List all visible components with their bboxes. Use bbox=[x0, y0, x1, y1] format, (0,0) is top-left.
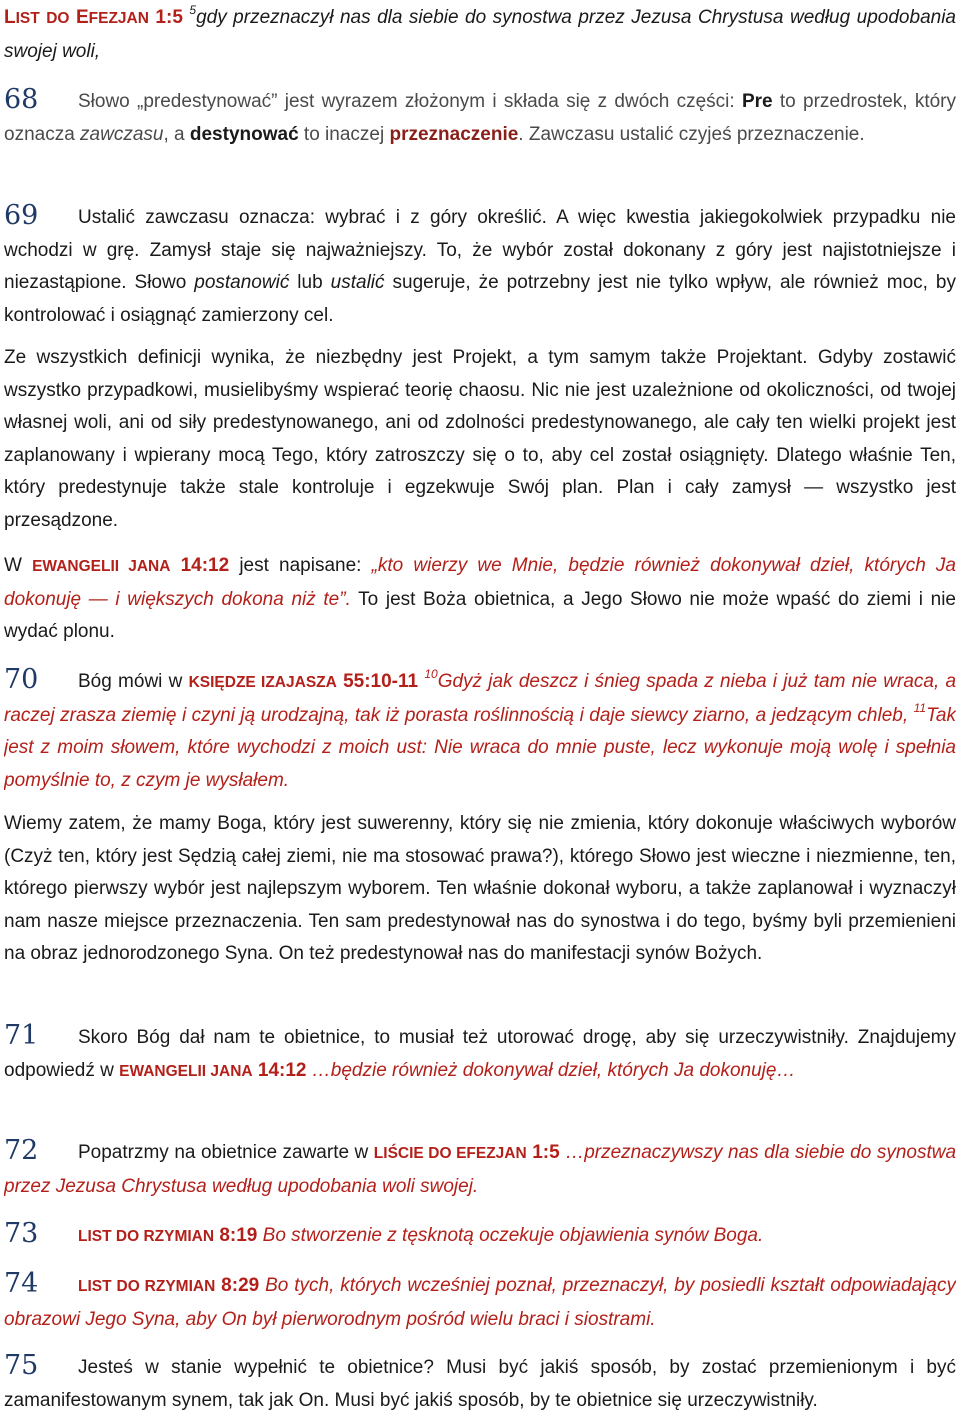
scripture-ref: EWANGELII JANA 14:12 bbox=[32, 555, 230, 576]
paragraph-70: 70 Bóg mówi w KSIĘDZE IZAJASZA 55:10-11 $^{10}$Gdyż jak deszcz i śnieg spada z nieba i już tam nie wraca, a raczej zrasza ziemię i czyni ją urodzajną, tak iż porasta roślinnością i daje siewcy ziarno, a jedzącym chleb, $^{11}$Tak jest z moim słowem, które wychodzi z moich ust: Nie wraca do mnie puste, lecz wykonuje moją wolę i spełnia pomyślnie to, z czym je wysłałem. bbox=[4, 664, 956, 791]
paragraph-number: 73 bbox=[4, 1218, 39, 1249]
scripture-ref: EWANGELII JANA 14:12 bbox=[119, 1059, 307, 1081]
scripture-ref: LIST DO RZYMIAN 8:19 bbox=[78, 1225, 258, 1246]
paragraph-72: 72 Popatrzmy na obietnice zawarte w LIŚCIE DO EFEZJAN 1:5 …przeznaczywszy nas dla siebie do synostwa przez Jezusa Chrystusa według upodobania woli swojej. bbox=[4, 1135, 956, 1197]
paragraph-number: 75 bbox=[4, 1350, 39, 1381]
paragraph-68: 68 Słowo „predestynować” jest wyrazem złożonym i składa się z dwóch części: Pre to przedrostek, który oznacza zawczasu, a destynować to inaczej przeznaczenie. Zawczasu ustalić czyjeś przeznaczenie. bbox=[4, 84, 956, 145]
paragraph-number: 68 bbox=[4, 84, 39, 115]
paragraph-74: 74 LIST DO RZYMIAN 8:29 Bo tych, których wcześniej poznał, przeznaczył, by posiedli kształt odpowiadający obrazowi Jego Syna, aby On był pierworodnym pośród wielu braci i siostrami. bbox=[4, 1268, 956, 1330]
paragraph-sovereignty: Wiemy zatem, że mamy Boga, który jest suwerenny, który się nie zmienia, który dokonuje właściwych wyborów (Czyż ten, który jest Sędzią całej ziemi, nie ma stosować prawa?), którego Słowo jest wieczne i niezmienne, ten, którego pierwszy wybór jest najlepszym wyborem. Ten właśnie dokonał wyboru, a także zaplanował i wyznaczył nam nasze miejsce przeznaczenia. Ten sam predestynował nas do synostwa i do tego, byśmy byli przemienieni na obraz jednorodzonego Syna. On też predestynował nas do manifestacji synów Bożych. bbox=[4, 813, 956, 964]
paragraph-71: 71 Skoro Bóg dał nam te obietnice, to musiał też utorować drogę, aby się urzeczywistniły. Znajdujemy odpowiedź w EWANGELII JANA 14:12 …będzie również dokonywał dzieł, których Ja dokonuję… bbox=[4, 1020, 956, 1081]
paragraph-number: 69 bbox=[4, 200, 39, 231]
paragraph-69: 69 Ustalić zawczasu oznacza: wybrać i z góry określić. A więc kwestia jakiegokolwiek przypadku nie wchodzi w grę. Zamysł staje się najważniejszy. To, że wybór został dokonany z góry jest najistotniejsze i niezastąpione. Słowo postanowić lub ustalić sugeruje, że potrzebny jest nie tylko wpływ, ale również moc, by kontrolować i osiągnąć zamierzony cel. bbox=[4, 200, 956, 326]
paragraph-number: 71 bbox=[4, 1020, 39, 1051]
document-page bbox=[4, 0, 956, 1415]
scripture-ref: LIST DO EFEZJAN 1:5 bbox=[4, 7, 183, 28]
scripture-ref: KSIĘDZE IZAJASZA 55:10-11 bbox=[188, 671, 419, 692]
paragraph-number: 70 bbox=[4, 664, 39, 695]
paragraph-john: W EWANGELII JANA 14:12 jest napisane: „kto wierzy we Mnie, będzie również dokonywał dzieł, których Ja dokonuję — i większych dokona niż te”. To jest Boża obietnica, a Jego Słowo nie może wpaść do ziemi i nie wydać plonu. bbox=[4, 555, 956, 642]
paragraph-number: 74 bbox=[4, 1268, 39, 1299]
scripture-ref: LIŚCIE DO EFEZJAN 1:5 bbox=[373, 1142, 560, 1163]
paragraph-number: 72 bbox=[4, 1135, 39, 1166]
paragraph-ephesians-quote bbox=[4, 2, 956, 67]
paragraph-definitions: Ze wszystkich definicji wynika, że niezbędny jest Projekt, a tym samym także Projektant. Gdyby zostawić wszystko przypadkowi, musielibyśmy wspierać teorię chaosu. Nic nie jest uzależnione od okoliczności, od twojej własnej woli, ani od siły predestynowanego, ani od zdolności predestynowanego, ale cały ten wielki projekt jest zaplanowany i wpierany mocą Tego, który zatroszczy się o to, aby cel został osiągnięty. Dlatego właśnie Ten, który predestynuje także stale kontroluje i egzekwuje Swój plan. Plan i cały zamysł — wszystko jest przesądzone. bbox=[4, 347, 956, 531]
quote-text: gdy przeznaczył nas dla siebie do synostwa przez Jezusa Chrystusa według upodobania swojej woli, bbox=[4, 7, 956, 62]
paragraph-73: 73 LIST DO RZYMIAN 8:19 Bo stworzenie z tęsknotą oczekuje objawienia synów Boga. bbox=[4, 1218, 764, 1249]
scripture-ref: LIST DO RZYMIAN 8:29 bbox=[78, 1275, 260, 1296]
quote-text: „kto wierzy we Mnie, będzie również dokonywał dzieł, których Ja dokonuję — i większych dokona niż te”. bbox=[4, 555, 956, 610]
verse-number: 5 bbox=[189, 3, 197, 17]
paragraph-75: 75 Jesteś w stanie wypełnić te obietnice? Musi być jakiś sposób, by zostać przemienionym i być zamanifestowanym synem, tak jak On. Musi być jakiś sposób, by te obietnice się urzeczywistniły. bbox=[4, 1350, 956, 1411]
